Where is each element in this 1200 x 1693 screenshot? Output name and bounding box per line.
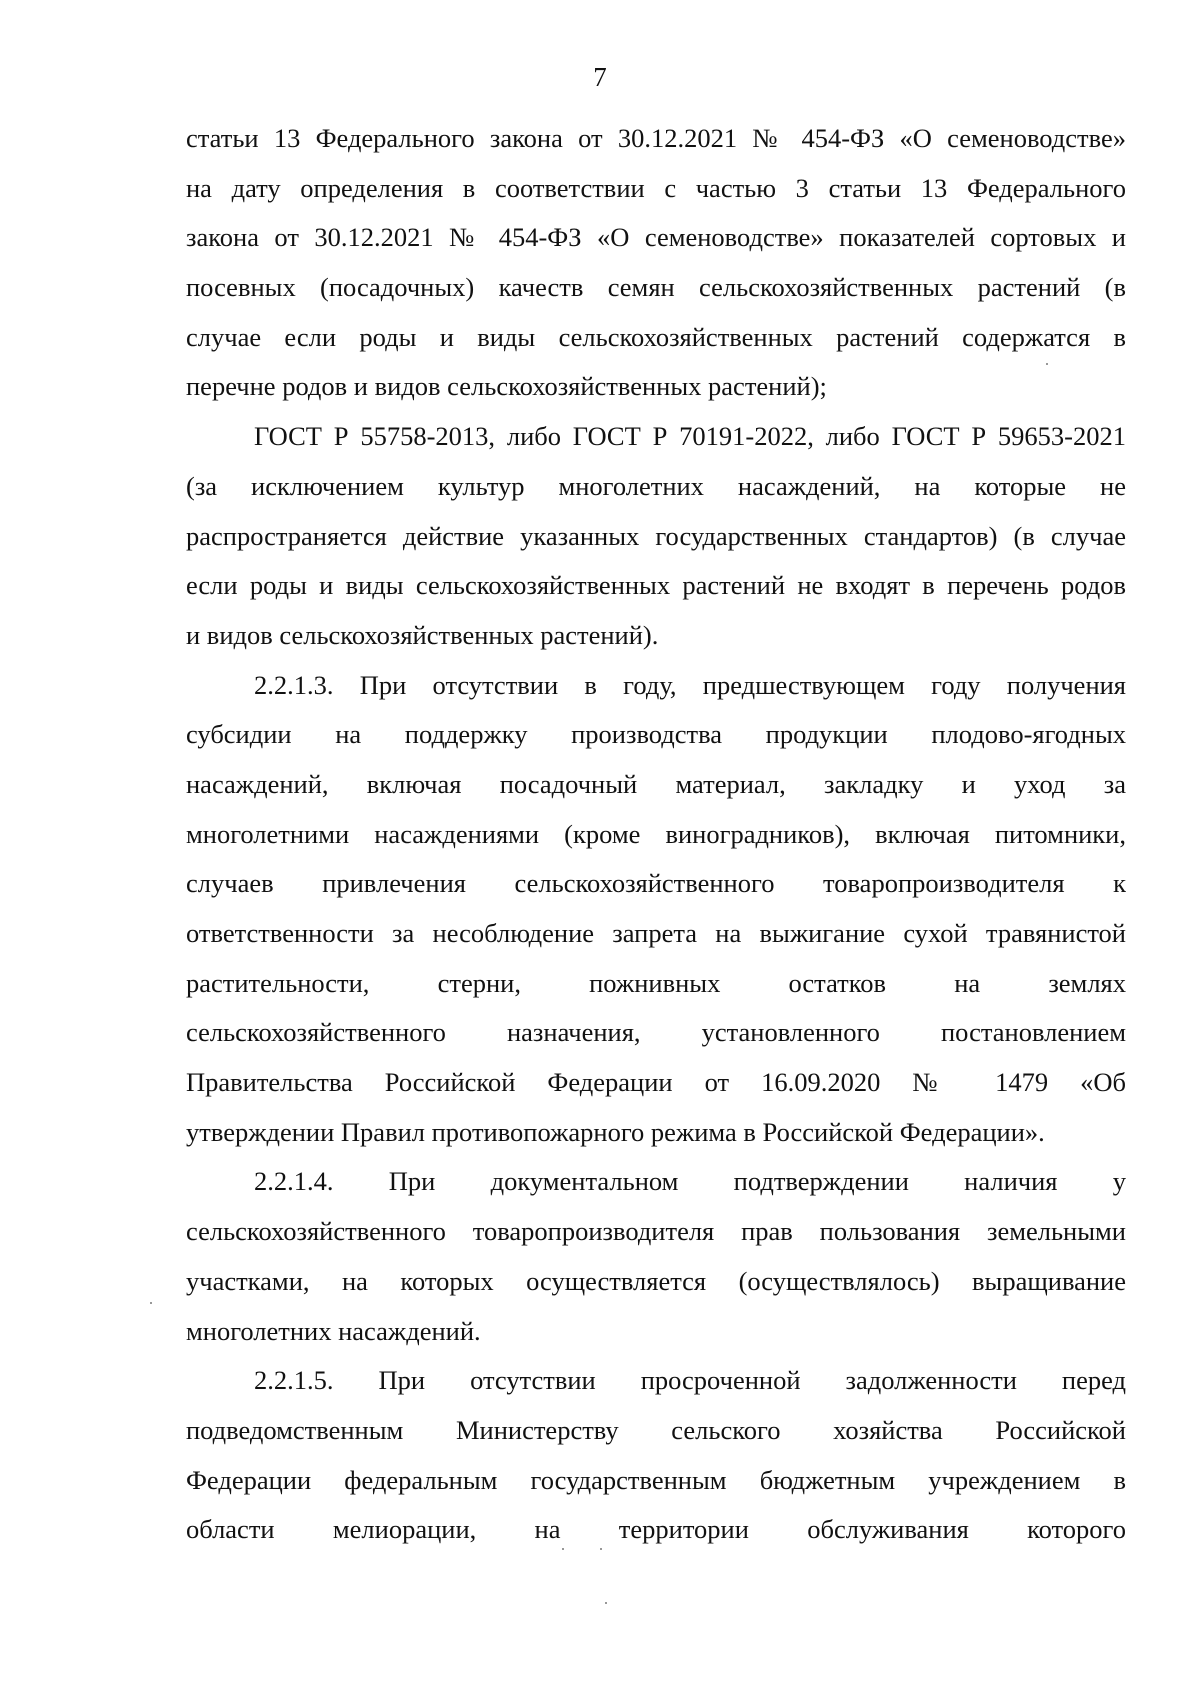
text-line: если роды и виды сельскохозяйственных растений не входят в перечень родов	[186, 570, 1126, 601]
scan-speck	[150, 1302, 152, 1304]
text-line: сельскохозяйственного назначения, установленного постановлением	[186, 1017, 1126, 1048]
text-line: на дату определения в соответствии с частью 3 статьи 13 Федерального	[186, 172, 1126, 203]
scan-speck	[562, 1548, 564, 1550]
text-line: случаев привлечения сельскохозяйственного товаропроизводителя к	[186, 868, 1126, 899]
text-line: растительности, стерни, пожнивных остатков на землях	[186, 967, 1126, 998]
text-line: распространяется действие указанных государственных стандартов) (в случае	[186, 520, 1126, 551]
scan-speck	[1046, 363, 1048, 365]
scan-speck	[605, 1602, 607, 1604]
text-line: (за исключением культур многолетних насаждений, на которые не	[186, 470, 1126, 501]
text-line: статьи 13 Федерального закона от 30.12.2021 № 454-ФЗ «О семеноводстве»	[186, 123, 1126, 153]
text-line: субсидии на поддержку производства продукции плодово-ягодных	[186, 719, 1126, 750]
paragraph-first-line: 2.2.1.3. При отсутствии в году, предшествующем году получения	[254, 669, 1126, 700]
text-line: и видов сельскохозяйственных растений).	[186, 619, 659, 650]
scan-speck	[600, 1548, 602, 1550]
text-line: ответственности за несоблюдение запрета на выжигание сухой травянистой	[186, 918, 1126, 948]
text-line: посевных (посадочных) качеств семян сельскохозяйственных растений (в	[186, 272, 1126, 303]
text-line: многолетними насаждениями (кроме виноградников), включая питомники,	[186, 818, 1126, 849]
text-line: утверждении Правил противопожарного режима в Российской Федерации».	[186, 1116, 1045, 1147]
page-number: 7	[593, 62, 607, 92]
text-line: закона от 30.12.2021 № 454-ФЗ «О семеноводстве» показателей сортовых и	[186, 222, 1126, 253]
paragraph-first-line: 2.2.1.4. При документальном подтверждении наличия у	[254, 1166, 1126, 1197]
document-body	[186, 114, 1126, 1555]
paragraph-first-line: 2.2.1.5. При отсутствии просроченной задолженности перед	[254, 1365, 1126, 1396]
text-line: многолетних насаждений.	[186, 1315, 481, 1346]
text-line: сельскохозяйственного товаропроизводителя прав пользования земельными	[186, 1216, 1126, 1247]
text-line: случае если роды и виды сельскохозяйственных растений содержатся в	[186, 321, 1126, 352]
text-line: Правительства Российской Федерации от 16.09.2020 № 1479 «Об	[186, 1067, 1126, 1098]
text-line: участками, на которых осуществляется (осуществлялось) выращивание	[186, 1265, 1126, 1296]
text-line: подведомственным Министерству сельского хозяйства Российской	[186, 1414, 1126, 1445]
text-line: насаждений, включая посадочный материал, закладку и уход за	[186, 768, 1126, 799]
text-line: Федерации федеральным государственным бюджетным учреждением в	[186, 1464, 1126, 1495]
paragraph-first-line: ГОСТ Р 55758-2013, либо ГОСТ Р 70191-2022, либо ГОСТ Р 59653-2021	[254, 421, 1126, 452]
text-line: перечне родов и видов сельскохозяйственных растений);	[186, 371, 827, 402]
text-line: области мелиорации, на территории обслуживания которого	[186, 1514, 1126, 1545]
